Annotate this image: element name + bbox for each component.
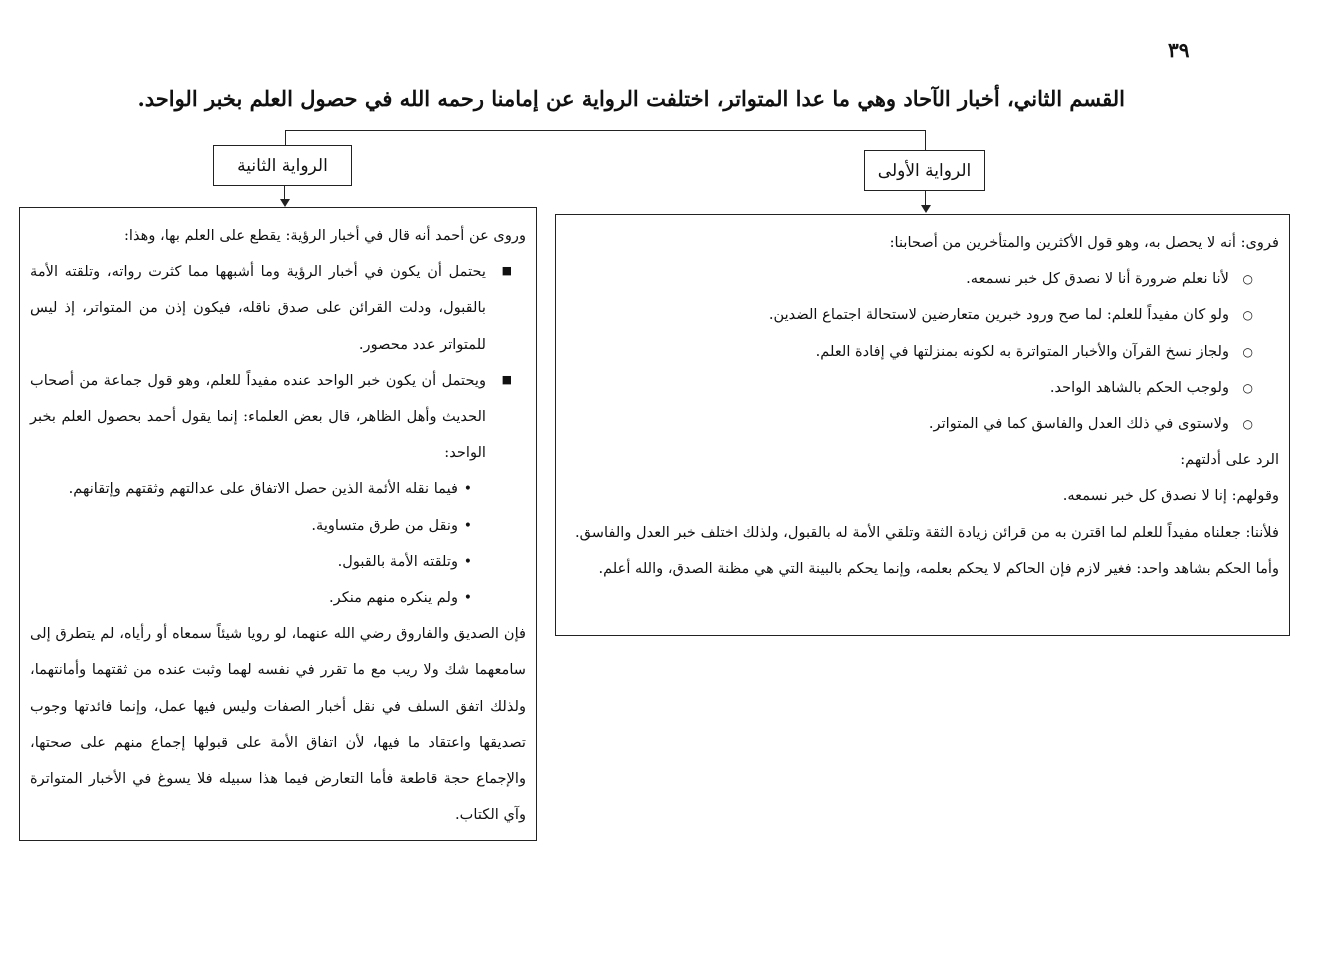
reply-paragraph: فلأننا: جعلناه مفيداً للعلم لما اقترن به من قرائن زيادة الثقة وتلقي الأمة له بالقبول، ولذلك اختلف خبر العدل والفاسق. (574, 523, 1279, 541)
list-item-text: فيما نقله الأئمة الذين حصل الاتفاق على عدالتهم وثقتهم وإتقانهم. (68, 480, 458, 498)
list-item-text: لأنا نعلم ضرورة أنا لا نصدق كل خبر نسمعه. (966, 270, 1229, 288)
circle-bullet-icon: ○ (1242, 308, 1253, 323)
list-item (30, 363, 526, 472)
list-item-text: ونقل من طرق متساوية. (311, 516, 458, 534)
list-item (566, 334, 1279, 370)
list-item-text: وتلقته الأمة بالقبول. (337, 552, 458, 570)
connector-right-down (925, 130, 926, 150)
list-item-text: ولوجب الحكم بالشاهد الواحد. (1049, 378, 1229, 396)
list-item (30, 254, 526, 363)
arrow-left-head (280, 199, 290, 207)
list-item (566, 370, 1279, 406)
first-narration-label-text: الرواية الأولى (877, 160, 972, 181)
dot-bullet-icon: • (463, 517, 472, 534)
arrow-right-head (921, 205, 931, 213)
circle-bullet-icon: ○ (1242, 380, 1253, 395)
circle-bullet-icon: ○ (1242, 344, 1253, 359)
second-narration-label-text: الرواية الثانية (237, 155, 328, 176)
second-narration-panel (19, 207, 537, 841)
circle-bullet-icon: ○ (1242, 417, 1253, 432)
first-narration-intro: فروى: أنه لا يحصل به، وهو قول الأكثرين والمتأخرين من أصحابنا: (889, 234, 1279, 251)
list-item-text: ويحتمل أن يكون خبر الواحد عنده مفيداً للعلم، وهو قول جماعة من أصحاب الحديث وأهل الظاهر، قال بعض العلماء: إنما يقول أحمد بحصول العلم بخبر الواحد: (30, 371, 486, 462)
connector-horizontal (285, 130, 926, 131)
list-item-text: يحتمل أن يكون في أخبار الرؤية وما أشبهها مما كثرت رواته، وتلقته الأمة بالقبول، ودلت القرائن على صدق ناقله، فيكون إذن من المتواتر، إذ ليس للمتواتر عدد محصور. (30, 263, 486, 353)
section-title: القسم الثاني، أخبار الآحاد وهي ما عدا المتواتر، اختلفت الرواية عن إمامنا رحمه الله في حصول العلم بخبر الواحد. (137, 86, 1125, 111)
dot-bullet-icon: • (463, 590, 472, 607)
list-item-text: ولم ينكره منهم منكر. (329, 589, 458, 607)
reply-paragraph: وقولهم: إنا لا نصدق كل خبر نسمعه. (1062, 487, 1279, 505)
reply-paragraph: وأما الحكم بشاهد واحد: فغير لازم فإن الحاكم لا يحكم بعلمه، وإنما يحكم بالبينة التي هي مظنة الصدق، والله أعلم. (598, 559, 1279, 577)
dot-bullet-icon: • (463, 481, 472, 498)
list-item (30, 508, 526, 544)
dot-bullet-icon: • (463, 553, 472, 570)
square-bullet-icon: ■ (501, 372, 512, 386)
arrow-right-stem (925, 191, 926, 206)
list-item (566, 406, 1279, 442)
list-item (30, 544, 526, 580)
list-item-text: ولو كان مفيداً للعلم: لما صح ورود خبرين متعارضين لاستحالة اجتماع الضدين. (768, 306, 1229, 324)
second-narration-label (213, 145, 352, 186)
arrow-left-stem (284, 186, 285, 200)
list-item (566, 261, 1279, 297)
square-bullet-icon: ■ (501, 264, 512, 278)
circle-bullet-icon: ○ (1242, 272, 1253, 287)
list-item (30, 471, 526, 507)
page-number: ٣٩ (1168, 38, 1190, 62)
list-item-text: ولاستوى في ذلك العدل والفاسق كما في المتواتر. (928, 415, 1229, 433)
first-narration-label (864, 150, 985, 191)
conclusion-paragraph: فإن الصديق والفاروق رضي الله عنهما، لو رويا شيئاً سمعاه أو رأياه، لم يتطرق إلى سامعهما شك ولا ريب مع ما تقرر في نفسه لهما وثبت عنده من ثقتهما وأمانتهما، ولذلك اتفق السلف في نقل أخبار الصفات وليس فيها عمل، وإنما فائدتها وجوب تصديقها واعتقاد ما فيها، لأن اتفاق الأمة على قبولها إجماع منهم على صحتها، والإجماع حجة قاطعة فأما التعارض فيما هذا سبيله فلا يسوغ في الأخبار المتواترة وآي الكتاب. (30, 625, 526, 824)
reply-heading: الرد على أدلتهم: (1180, 451, 1279, 469)
first-narration-panel (555, 214, 1290, 636)
list-item-text: ولجاز نسخ القرآن والأخبار المتواترة به لكونه بمنزلتها في إفادة العلم. (815, 342, 1229, 360)
connector-vertical-top (285, 130, 286, 146)
second-narration-intro: وروى عن أحمد أنه قال في أخبار الرؤية: يقطع على العلم بها، وهذا: (124, 227, 526, 244)
list-item (30, 580, 526, 616)
list-item (566, 297, 1279, 333)
